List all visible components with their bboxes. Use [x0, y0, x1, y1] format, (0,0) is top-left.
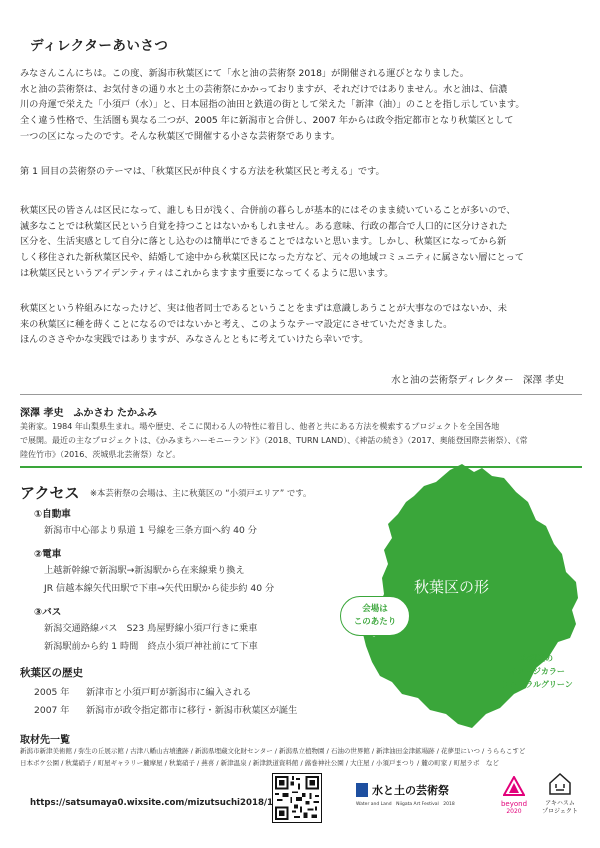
caption-line: 秋葉区の	[521, 654, 553, 663]
text-line: みなさんこんにちは。この度、新潟市秋葉区にて「水と油の芸術祭 2018」が開催される運びとなりました。	[20, 68, 469, 79]
logo-sub-text: Water and Land Niigata Art Festival 2018	[356, 802, 455, 807]
beyond-mark-icon	[503, 776, 525, 796]
bus-line: 新潟駅前から約 1 時間 終点小須戸神社前にて下車	[44, 641, 258, 652]
car-heading: ①自動車	[34, 509, 71, 520]
sources-line: 日本ボケ公園 / 秋葉硝子 / 町屋ギャラリー麓摩屋 / 秋葉硝子 / 燕喜 / 新津温泉 / 新津鉄道資料館 / 蕗巻神社公園 / 大庄屋 / 小須戸まつり / 麓の町家 / 町屋ラボ など	[20, 759, 500, 767]
greeting-paragraph-1	[20, 66, 585, 145]
greeting-paragraph-4	[20, 301, 585, 348]
train-heading: ②電車	[34, 549, 62, 560]
map-title: 秋葉区の形	[414, 578, 490, 596]
sources-list	[20, 745, 585, 769]
caption-line: フローラルグリーン	[501, 680, 573, 689]
access-title: アクセス	[20, 484, 80, 502]
beyond-year: 2020	[506, 808, 522, 815]
director-signature: 水と油の芸術祭ディレクター 深澤 孝史	[391, 375, 564, 386]
history-text: 新津市と小須戸町が新潟市に編入される	[86, 687, 252, 698]
caption-line: イメージカラー	[509, 667, 565, 676]
profile-text	[20, 420, 580, 462]
history-row	[34, 702, 297, 716]
text-line: 美術家。1984 年山梨県生まれ。場や歴史、そこに関わる人の特性に着目し、他者と共にある方法を模索するプロジェクトを全国各地	[20, 422, 500, 431]
history-title: 秋葉区の歴史	[20, 667, 83, 679]
sources-line: 新潟市新津美術館 / 弥生の丘展示館 / 古津八幡山古墳遺跡 / 新潟県埋蔵文化財センター / 新潟県立植物園 / 石油の世界館 / 新津油田金津鉱場跡 / 花夢里にいつ / うららこすど	[20, 747, 526, 755]
text-line: 一つの区になったのです。そんな秋葉区で開催する小さな芸術祭であります。	[20, 130, 341, 142]
beyond-text: beyond	[500, 800, 528, 808]
water-and-land-logo	[356, 782, 484, 818]
text-line: は秋葉区民というアイデンティティはこれからますます重要になってくるように思います。	[20, 267, 394, 279]
logo-main-text: 水と土の芸術祭	[372, 784, 449, 797]
bus-heading: ③バス	[34, 607, 62, 618]
text-line: 陸佐竹市》（2016、茨城県北芸術祭）など。	[20, 450, 181, 459]
text-line: 第 1 回目の芸術祭のテーマは、「秋葉区民が仲良くする方法を秋葉区民と考える」です。	[20, 166, 385, 177]
beyond-2020-logo	[494, 776, 534, 820]
text-line: 水と油の芸術祭は、お気付きの通り水と土の芸術祭にかかっておりますが、それだけではありません。水と油は、信濃	[20, 83, 508, 95]
venue-line-1: 会場は	[362, 604, 388, 614]
profile-name: 深澤 孝史 ふかさわ たかふみ	[20, 408, 157, 419]
sources-title: 取材先一覧	[20, 735, 70, 746]
qr-code	[272, 773, 322, 823]
website-url[interactable]: https://satsumaya0.wixsite.com/mizutsuchi2018/1	[30, 798, 274, 808]
divider	[20, 394, 582, 395]
text-line: しく移住された新秋葉区民や、結婚して途中から秋葉区民になった方など、元々の地域コミュニティに属さない層にとって	[20, 252, 525, 264]
text-line: 川の舟運で栄えた「小須戸（水）」と、日本屈指の油田と鉄道の街として栄えた「新津（油）」のことを指し示しています。	[20, 99, 525, 111]
train-line: JR 信越本線矢代田駅で下車→矢代田駅から徒歩約 40 分	[44, 583, 275, 594]
history-text: 新潟市が政令指定都市に移行・新潟市秋葉区が誕生	[86, 705, 298, 716]
history-row	[34, 684, 251, 698]
car-line: 新潟市中心部より県道 1 号線を三条方面へ約 40 分	[44, 525, 257, 536]
text-line: 全く違う性格で、生活圏も異なる二つが、2005 年に新潟市と合併し、2007 年からは政令指定都市となり秋葉区として	[20, 115, 514, 127]
akihasumu-project-logo	[538, 772, 582, 820]
house-icon	[548, 772, 572, 796]
text-line: ほんのささやかな実践ではありますが、みなさんとともに考えていけたら幸いです。	[20, 334, 369, 346]
text-line: で展開。最近の主なプロジェクトは、《かみまちハーモニーランド》（2018、TURN LAND）、《神話の続き》（2017、奥能登国際芸術祭）、《常	[20, 436, 528, 445]
venue-line-2: このあたり	[353, 617, 397, 627]
image-color-caption	[482, 652, 592, 691]
greeting-paragraph-2	[20, 164, 585, 180]
text-line: 秋葉区民の皆さんは区民になって、誰しも日が浅く、合併前の暮らしが基本的にはそのまま続いていることが多いので、	[20, 205, 516, 216]
greeting-title: ディレクターあいさつ	[30, 38, 169, 54]
project-logo-text: アキハスム プロジェクト	[542, 800, 578, 815]
history-year: 2007 年	[34, 705, 70, 716]
access-note: ※本芸術祭の会場は、主に秋葉区の “小須戸エリア” です。	[90, 488, 312, 498]
history-year: 2005 年	[34, 687, 70, 698]
text-line: 秋葉区という枠組みになったけど、実は他者同士であるということをまずは意識しあうことが大事なのではないか、未	[20, 303, 507, 314]
bus-line: 新潟交通路線バス S23 鳥屋野線小須戸行きに乗車	[44, 623, 258, 634]
text-line: 滅多なことでは秋葉区民という自覚を持つことはないかもしれません。ある意味、行政の都合で人口的に区分けされた	[20, 220, 508, 232]
venue-callout	[340, 596, 410, 636]
train-line: 上越新幹線で新潟駅→新潟駅から在来線乗り換え	[44, 565, 245, 576]
text-line: 来の秋葉区に種を蒔くことになるのではないかと考え、このようなテーマ設定にさせていただきました。	[20, 318, 453, 330]
logo-mark-icon	[356, 783, 368, 797]
greeting-paragraph-3	[20, 203, 585, 282]
text-line: 区分を、生活実感として自分に落とし込むのは簡単にできることではないと思います。しかし、秋葉区になってから新	[20, 236, 507, 248]
